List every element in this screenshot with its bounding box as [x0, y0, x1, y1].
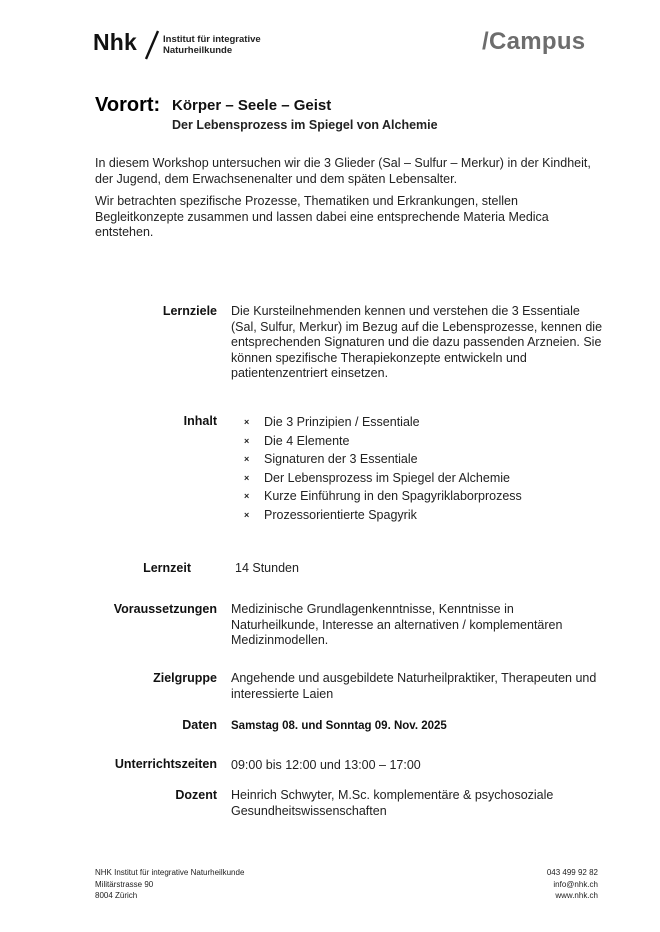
list-item-text: Die 3 Prinzipien / Essentiale	[264, 415, 420, 429]
lernziele-label: Lernziele	[162, 304, 217, 318]
unterrichtszeiten-value: 09:00 bis 12:00 und 13:00 – 17:00	[231, 758, 421, 772]
list-item-text: Der Lebensprozess im Spiegel der Alchemie	[264, 470, 510, 485]
footer-web[interactable]: www.nhk.ch	[555, 891, 598, 900]
footer-city: 8004 Zürich	[95, 891, 138, 900]
inhalt-label: Inhalt	[183, 414, 217, 428]
page-subtitle: Der Lebensprozess im Spiegel von Alchemie	[172, 118, 438, 132]
list-item-text: Die 4 Elemente	[264, 433, 350, 448]
list-item	[244, 469, 522, 488]
zielgruppe-value: Angehende und ausgebildete Naturheilpraktiker, Therapeuten und interessierte Laien	[231, 671, 597, 701]
institute-line-1: Institut für integrative	[163, 34, 261, 45]
bullet-x-icon: ×	[244, 491, 250, 502]
lernziele-value: Die Kursteilnehmenden kennen und verstehen die 3 Essentiale (Sal, Sulfur, Merkur) im Bezug auf die Lebensprozesse, kennen die entsprechenden Signaturen und die dazu passenden Arzneien. Sie können spezifische Therapiekonzepte entwickeln und patientenzentriert einsetzen.	[231, 304, 603, 380]
dozent-value: Heinrich Schwyter, M.Sc. komplementäre & psychosoziale Gesundheitswissenschaften	[231, 788, 554, 818]
campus-logo: /Campus	[482, 28, 586, 55]
footer-contact	[547, 867, 598, 902]
bullet-x-icon: ×	[244, 472, 250, 483]
list-item-text: Kurze Einführung in den Spagyriklaborprozess	[264, 489, 522, 504]
footer-email[interactable]: info@nhk.ch	[553, 879, 598, 889]
intro-paragraph-1: In diesem Workshop untersuchen wir die 3 Glieder (Sal – Sulfur – Merkur) in der Kindheit, der Jugend, dem Erwachsenenalter und dem späten Lebensalter.	[95, 156, 591, 186]
list-item-text: Prozessorientierte Spagyrik	[264, 507, 417, 522]
daten-value: Samstag 08. und Sonntag 09. Nov. 2025	[231, 720, 447, 732]
bullet-x-icon: ×	[244, 435, 250, 446]
list-item-text: Signaturen der 3 Essentiale	[264, 452, 418, 467]
lernzeit-label: Lernzeit	[143, 561, 191, 575]
institute-line-2: Naturheilkunde	[163, 45, 233, 56]
list-item	[244, 487, 522, 506]
footer-address	[95, 867, 244, 902]
logo-slash-icon	[144, 30, 160, 60]
footer-phone: 043 499 92 82	[546, 868, 598, 877]
voraussetzungen-label: Voraussetzungen	[113, 602, 217, 616]
dozent-label: Dozent	[175, 788, 217, 802]
lernzeit-value: 14 Stunden	[235, 561, 299, 575]
unterrichtszeiten-label: Unterrichtszeiten	[114, 757, 217, 771]
footer-org: NHK Institut für integrative Naturheilkunde	[95, 868, 245, 877]
list-item	[244, 413, 522, 432]
bullet-x-icon: ×	[244, 454, 250, 465]
title-prefix: Vorort:	[95, 94, 161, 116]
list-item	[244, 450, 522, 469]
list-item	[244, 506, 522, 525]
inhalt-list	[244, 413, 522, 525]
daten-label: Daten	[182, 718, 217, 732]
bullet-x-icon: ×	[244, 417, 250, 427]
intro-paragraph-2: Wir betrachten spezifische Prozesse, Thematiken und Erkrankungen, stellen Begleitkonzepte zusammen und lassen dabei eine entsprechende Materia Medica entstehen.	[95, 194, 549, 239]
voraussetzungen-value: Medizinische Grundlagenkenntnisse, Kenntnisse in Naturheilkunde, Interesse an alternativen / komplementären Medizinmodellen.	[231, 602, 563, 647]
logo-nhk: Nhk	[93, 29, 138, 55]
list-item	[244, 432, 522, 451]
zielgruppe-label: Zielgruppe	[153, 671, 217, 685]
bullet-x-icon: ×	[244, 509, 250, 520]
footer-street: Militärstrasse 90	[95, 879, 154, 889]
page-title: Körper – Seele – Geist	[172, 97, 332, 114]
institute-name	[163, 34, 261, 56]
